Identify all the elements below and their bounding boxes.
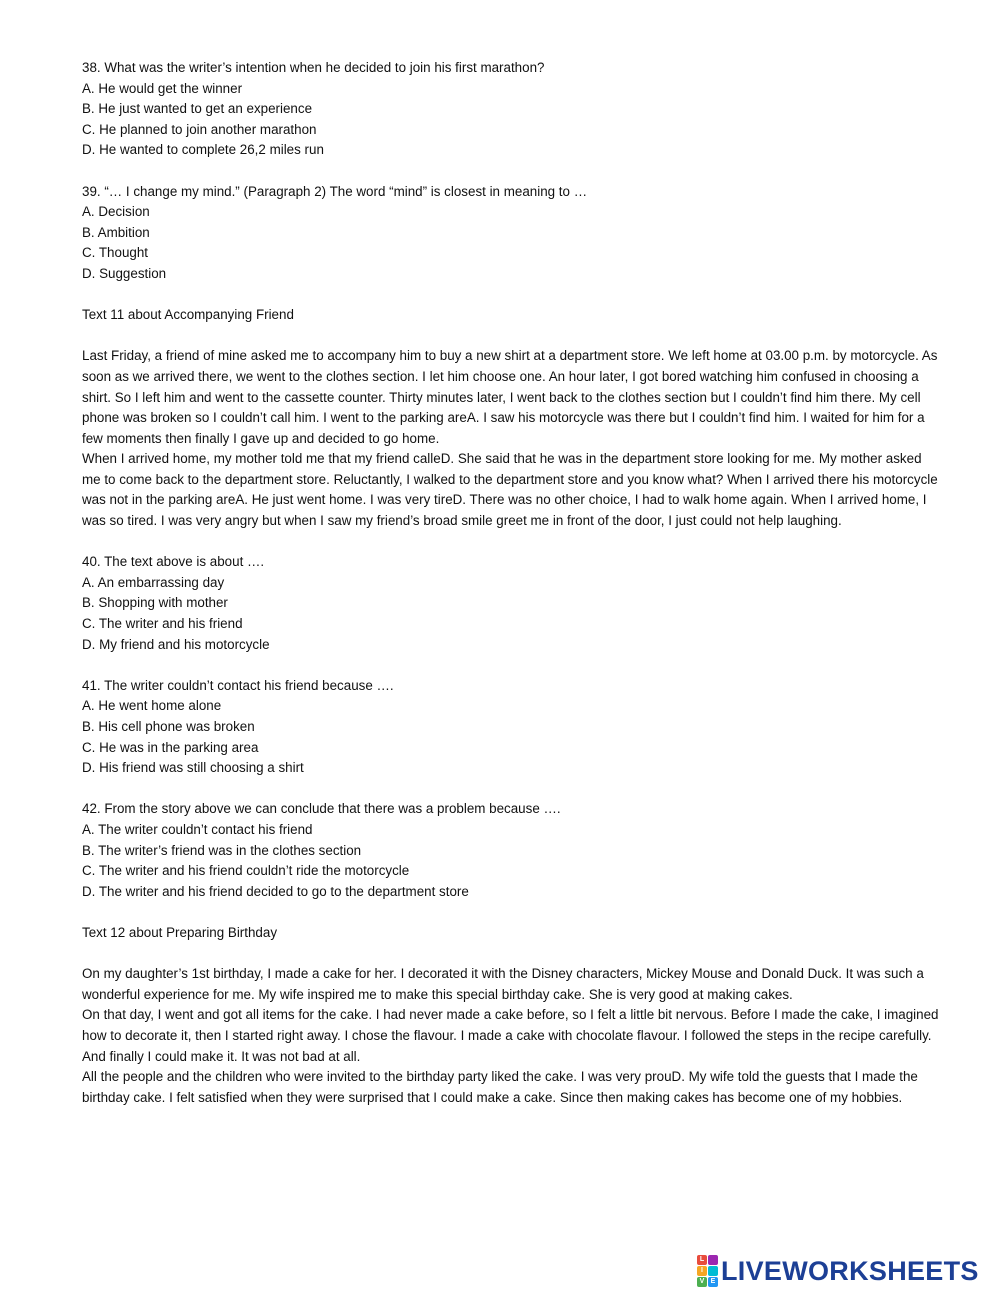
question-41 (82, 676, 942, 779)
logo-block: I (697, 1266, 707, 1276)
question-text: 38. What was the writer’s intention when he decided to join his first marathon? (82, 60, 545, 75)
text-12-title: Text 12 about Preparing Birthday (82, 924, 278, 940)
text-12-paragraph-3: All the people and the children who were invited to the birthday party liked the cake. I was very prouD. My wife told the guests that I made the birthday cake. I felt satisfied when they were surprised that I could make a cake. Since then making cakes has become one of my hobbies. (82, 1069, 918, 1105)
text-12-body (82, 964, 942, 1108)
logo-block: L (697, 1255, 707, 1265)
text-11-paragraph-2: When I arrived home, my mother told me that my friend calleD. She said that he was in the department store looking for me. My mother asked me to come back to the department store. Reluctantly, I walked to the department store and you know what? When I arrived there his motorcycle was not in the parking areA. He just went home. I was very tireD. There was no other choice, I had to walk home again. When I arrived home, I was so tired. I was very angry but when I saw my friend’s broad smile greet me in front of the door, I just could not help laughing. (82, 451, 938, 529)
text-12-paragraph-1: On my daughter’s 1st birthday, I made a cake for her. I decorated it with the Disney characters, Mickey Mouse and Donald Duck. It was such a wonderful experience for me. My wife inspired me to make this special birthday cake. She is very good at making cakes. (82, 966, 924, 1002)
question-text: 42. From the story above we can conclude that there was a problem because …. (82, 801, 561, 817)
text-11-title: Text 11 about Accompanying Friend (82, 307, 294, 323)
text-11-body (82, 346, 942, 531)
option-d: D. Suggestion (82, 265, 167, 281)
option-d: D. He wanted to complete 26,2 miles run (82, 142, 324, 158)
option-d: D. The writer and his friend decided to go to the department store (82, 883, 469, 899)
option-a: A. An embarrassing day (82, 574, 225, 590)
question-40 (82, 552, 942, 655)
worksheet-page (82, 58, 942, 1108)
liveworksheets-logo (697, 1256, 979, 1286)
logo-text: LIVEWORKSHEETS (721, 1255, 979, 1286)
option-c: C. He was in the parking area (82, 739, 259, 755)
option-a: A. Decision (82, 204, 150, 220)
option-b: B. The writer’s friend was in the clothes section (82, 842, 362, 858)
option-a: A. He would get the winner (82, 80, 243, 96)
option-c: C. The writer and his friend couldn’t ride the motorcycle (82, 863, 410, 879)
logo-block (708, 1266, 718, 1276)
logo-block: E (708, 1277, 718, 1287)
logo-blocks-icon (697, 1255, 718, 1287)
question-text: 39. “… I change my mind.” (Paragraph 2) The word “mind” is closest in meaning to … (82, 183, 588, 199)
option-b: B. His cell phone was broken (82, 719, 255, 734)
option-b: B. Shopping with mother (82, 595, 228, 611)
question-42 (82, 799, 942, 902)
option-d: D. His friend was still choosing a shirt (82, 760, 304, 776)
logo-block: V (697, 1277, 707, 1287)
option-a: A. The writer couldn’t contact his friend (82, 821, 313, 837)
question-text: 40. The text above is about …. (82, 554, 265, 570)
option-a: A. He went home alone (82, 698, 222, 714)
logo-block (708, 1255, 718, 1265)
text-11-paragraph-1: Last Friday, a friend of mine asked me to accompany him to buy a new shirt at a department store. We left home at 03.00 p.m. by motorcycle. As soon as we arrived there, we went to the clothes section. I let him choose one. An hour later, I got bored watching him confused in choosing a shirt. So I left him and went to the cassette counter. Thirty minutes later, I went back to the clothes section but I couldn’t find him there. My cell phone was broken so I couldn’t call him. I went to the parking areA. I saw his motorcycle was there but I couldn’t find him. I waited for him for a few moments then finally I gave up and decided to go home. (82, 348, 938, 446)
question-38 (82, 58, 942, 161)
text-12-paragraph-2: On that day, I went and got all items for the cake. I had never made a cake before, so I felt a little bit nervous. Before I made the cake, I imagined how to decorate it, then I started right away. I chose the flavour. I made a cake with chocolate flavour. I followed the steps in the recipe carefully. And finally I could make it. It was not bad at all. (82, 1007, 939, 1064)
option-c: C. He planned to join another marathon (82, 121, 317, 137)
question-text: 41. The writer couldn’t contact his friend because …. (82, 677, 394, 693)
option-d: D. My friend and his motorcycle (82, 636, 270, 652)
option-c: C. The writer and his friend (82, 616, 243, 632)
option-b: B. Ambition (82, 224, 150, 240)
option-b: B. He just wanted to get an experience (82, 101, 313, 117)
option-c: C. Thought (82, 245, 149, 261)
question-39 (82, 182, 942, 285)
